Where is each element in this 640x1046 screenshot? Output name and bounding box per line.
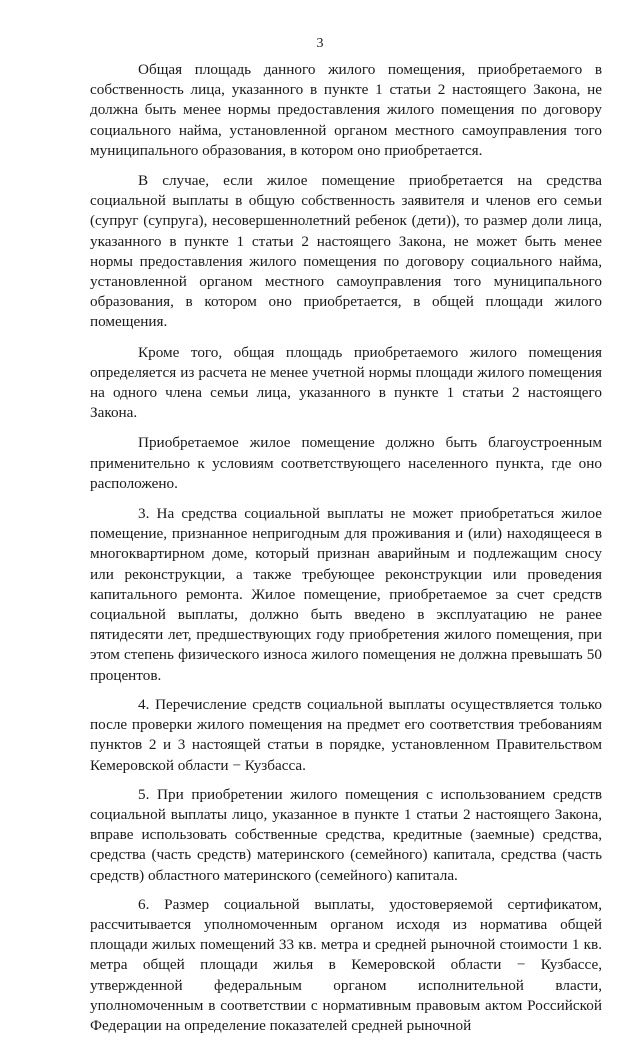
paragraph-accounting-norm: Кроме того, общая площадь приобретаемого жилого помещения определяется из расчета не менее учетной нормы площади жилого помещения на одного члена семьи лица, указанного в пункте 1 статьи 2 настоящего Закона. — [90, 343, 602, 422]
paragraph-amenities: Приобретаемое жилое помещение должно быть благоустроенным применительно к условиям соответствующего населенного пункта, где оно расположено. — [90, 434, 602, 492]
paragraph-item-5: 5. При приобретении жилого помещения с использованием средств социальной выплаты лицо, указанное в пункте 1 статьи 2 настоящего Закона, вправе использовать собственные средства, кредитные (заемные) средства, средства (часть средств) материнского (семейного) капитала, средства (часть средств) областного материнского (семейного) капитала. — [90, 785, 602, 884]
paragraph-shared-ownership: В случае, если жилое помещение приобретается на средства социальной выплаты в общую собственность заявителя и членов его семьи (супруг (супруга), несовершеннолетний ребенок (дети)), то размер доли лица, указанного в пункте 1 статьи 2 настоящего Закона, не может быть менее нормы предоставления жилого помещения по договору социального найма, установленной органом местного самоуправления того муниципального образования, в котором оно приобретается, в общей площади жилого помещения. — [90, 172, 602, 331]
document-body — [90, 60, 602, 1046]
page-number: 3 — [316, 36, 324, 51]
paragraph-item-3: 3. На средства социальной выплаты не может приобретаться жилое помещение, признанное непригодным для проживания и (или) находящееся в многоквартирном доме, который признан аварийным и подлежащим сносу или реконструкции, а также требующее реконструкции или проведения капитального ремонта. Жилое помещение, приобретаемое за счет средств социальной выплаты, должно быть введено в эксплуатацию не ранее пятидесяти лет, предшествующих году приобретения жилого помещения, при этом степень физического износа жилого помещения не должна превышать 50 процентов. — [90, 505, 602, 684]
paragraph-item-6: 6. Размер социальной выплаты, удостоверяемой сертификатом, рассчитывается уполномоченным органом исходя из норматива общей площади жилых помещений 33 кв. метра и средней рыночной стоимости 1 кв. метра общей площади жилья в Кемеровской области − Кузбассе, утвержденной федеральным органом исполнительной власти, уполномоченным в соответствии с нормативным правовым актом Российской Федерации на определение показателей средней рыночной — [90, 895, 602, 1034]
paragraph-area-norm: Общая площадь данного жилого помещения, приобретаемого в собственность лица, указанного в пункте 1 статьи 2 настоящего Закона, не должна быть менее нормы предоставления жилого помещения по договору социального найма, установленной органом местного самоуправления того муниципального образования, в котором оно приобретается. — [90, 61, 602, 159]
paragraph-item-4: 4. Перечисление средств социальной выплаты осуществляется только после проверки жилого помещения на предмет его соответствия требованиям пунктов 2 и 3 настоящей статьи в порядке, установленном Правительством Кемеровской области − Кузбасса. — [90, 695, 602, 774]
